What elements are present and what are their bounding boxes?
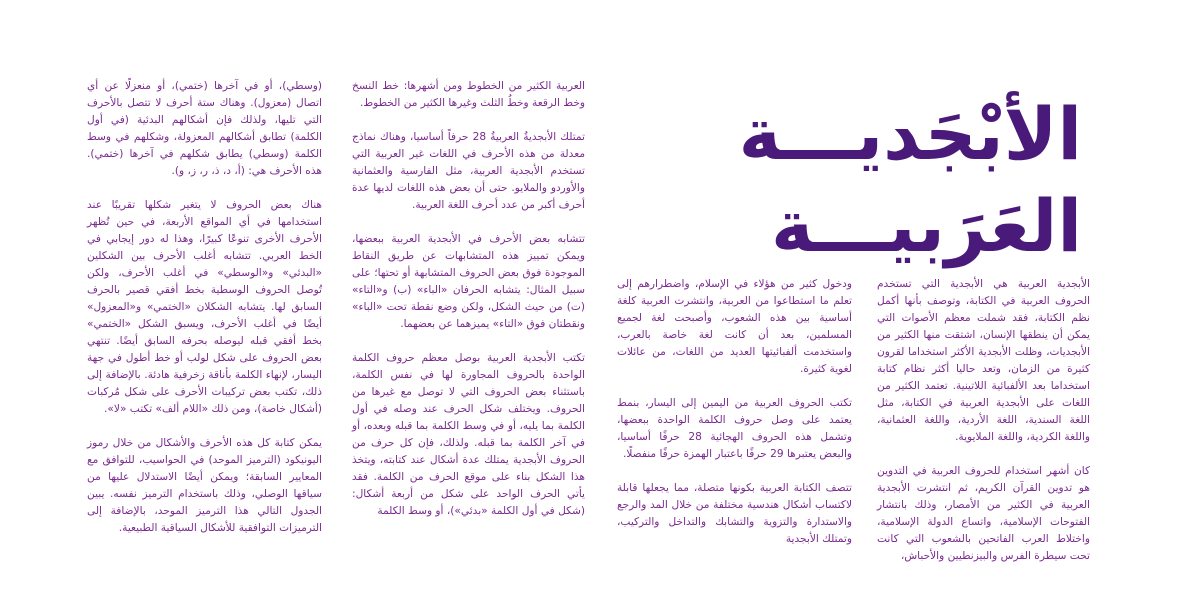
text-column-4 (87, 78, 322, 537)
title-line-2: العَرَبيـــة (770, 184, 1082, 268)
paragraph: تتصف الكتابة العربية بكونها متصلة، مما يجعلها قابلة لاكتساب أشكال هندسية مختلفة من خلال المد والرجع والاستدارة والتزوية والتشابك والتداخل والتركيب، وتمتلك الأبجدية (617, 482, 852, 545)
paragraph: تكتب الأبجدية العربية بوصل معظم حروف الكلمة الواحدة بالحروف المجاورة لها في نفس الكلمة، باستثناء بعض الحروف التي لا توصل مع غيرها من الحروف. ويختلف شكل الحرف عند وصله في أول الكلمة بما يليه، أو في وسط الكلمة بما قبله وبعده، أو في آخر الكلمة بما قبله. ولذلك، فإن كل حرف من الحروف الأبجدية يمتلك عدة أشكال عند كتابته، ويتخذ هذا الشكل بناء على موقع الحرف من الكلمة. فقد يأتي الحرف الواحد على شكل من أربعة أشكال: (شكل في أول الكلمة «بدئي»)، أو وسط الكلمة (352, 352, 585, 517)
text-column-2 (617, 276, 852, 548)
paragraph: هناك بعض الحروف لا يتغير شكلها تقريبًا عند استخدامها في أي المواقع الأربعة، في حين تُظهر الأحرف الأخرى تنوعًا كبيرًا، وهذا له دور إيجابي في الخط العربي. تتشابه أغلب الأحرف بين الشكلين «البدئي» و«الوسطي» في أغلب الأحرف، ولكن تُوصل الحروف الوسطية بخط أفقي قصير بالحرف السابق لها. يتشابه الشكلان «الختمي» و«المعزول» أيضًا في أغلب الأحرف، ويسبق الشكل «الختمي» بخط أفقي قبله ليوصله بحرفه السابق أيضًا. تنتهي بعض الحروف على شكل لولب أو خط أطول في جهة اليسار، لإنهاء الكلمة بأناقة زخرفية هادئة. بالإضافة إلى ذلك، تكتب بعض تركيبات الأحرف على شكل مُركبات (أشكال خاصة)، ومن ذلك «اللام ألف» تكتب «لا». (87, 199, 322, 415)
paragraph: كان أشهر استخدام للحروف العربية في التدوين هو تدوين القرآن الكريم، ثم انتشرت الأبجدية العربية في الكثير من الأمصار، وذلك بانتشار الفتوحات الإسلامية، واتساع الدولة الإسلامية، واختلاط العرب الفاتحين بالشعوب التي كانت تحت سيطرة الفرس والبيزنطيين والأحباش، (877, 465, 1090, 562)
title-line-1: الأبْجَديـــة (738, 92, 1082, 176)
paragraph: يمكن كتابة كل هذه الأحرف والأشكال من خلال رموز اليونيكود (الترميز الموحد) في الحواسيب، للتوافق مع المعايير السابقة؛ ويمكن أيضًا الاستدلال عليها من سياقها الوصلي، وذلك باستخدام الترميز نفسه. يبين الجدول التالي هذا الترميز الموحد، بالإضافة إلى الترميزات التوافقية للأشكال السياقية الطبيعية. (87, 437, 322, 534)
paragraph: تتشابه بعض الأحرف في الأبجدية العربية ببعضها، ويمكن تمييز هذه المتشابهات عن طريق النقاط الموجودة فوق بعض الحروف المتشابهة أو تحتها؛ على سبيل المثال: يتشابه الحرفان «الباء» (ب) و«التاء» (ت) من حيث الشكل، ولكن وضع نقطة تحت «الباء» ونقطتان فوق «التاء» يميزهما عن بعضهما. (352, 233, 585, 330)
page-title (612, 88, 1082, 272)
paragraph: تمتلك الأبجديةُ العربيةُ 28 حرفاً أساسيا، وهناك نماذج معدلة من هذه الأحرف في اللغات غير العربية التي تستخدم الأبجدية العربية، مثل الفارسية والعثمانية والأوردو والملايو. حتى أن بعض هذه اللغات لديها عدة أحرف أكبر من عدد أحرف اللغة العربية. (352, 131, 585, 211)
paragraph: ودخول كثير من هؤلاء في الإسلام، واضطرارهم إلى تعلم ما استطاعوا من العربية، وانتشرت العربية كلغة أساسية بين هذه الشعوب، وأصبحت لغة لجميع المسلمين، بعد أن كانت لغة خاصة بالعرب، واستخدمت ألفبائيتها العديد من اللغات، من عائلات لغوية كثيرة. (617, 278, 852, 375)
paragraph: تكتب الحروف العربية من اليمين إلى اليسار، بنمط يعتمد على وصل حروف الكلمة الواحدة ببعضها، وتشمل هذه الحروف الهجائية 28 حرفًا أساسيا، والبعض يعتبرها 29 حرفًا باعتبار الهمزة حرفًا منفصلًا. (617, 397, 852, 460)
text-column-1 (877, 276, 1090, 565)
text-column-3 (352, 78, 585, 520)
paragraph: (وسطي)، أو في آخرها (ختمي)، أو منعزلًا عن أي اتصال (معزول). وهناك ستة أحرف لا تتصل بالأحرف التي تليها، ولذلك فإن أشكالهم البدئية (في أول الكلمة) تطابق أشكالهم المعزولة، وشكلهم في وسط الكلمة (وسطي) يطابق شكلهم في آخرها (ختمي). هذه الأحرف هي: (أ، د، ذ، ر، ز، و). (87, 80, 322, 177)
paragraph: الأبجدية العربية هي الأبجدية التي تستخدم الحروف العربية في الكتابة، وتوصف بأنها أكمل نظم الكتابة، فقد شملت معظم الأصوات التي يمكن أن ينطقها الإنسان، اشتقت منها الكثير من الأبجديات، وظلت الأبجدية الأكثر استخداما لقرون كثيرة من الزمان، وتعد حاليا أكثر نظام كتابة استخداما بعد الألفبائية اللاتينية. تعتمد الكثير من اللغات على الأبجدية العربية في الكتابة، مثل اللغة السندية، اللغة الأردية، واللغة العثمانية، واللغة الكردية، واللغة الملايوية. (877, 278, 1090, 443)
paragraph: العربية الكثير من الخطوط ومن أشهرها: خط النسخ وخط الرقعة وخطُ الثلث وغيرها الكثير من الخطوط. (352, 80, 585, 109)
